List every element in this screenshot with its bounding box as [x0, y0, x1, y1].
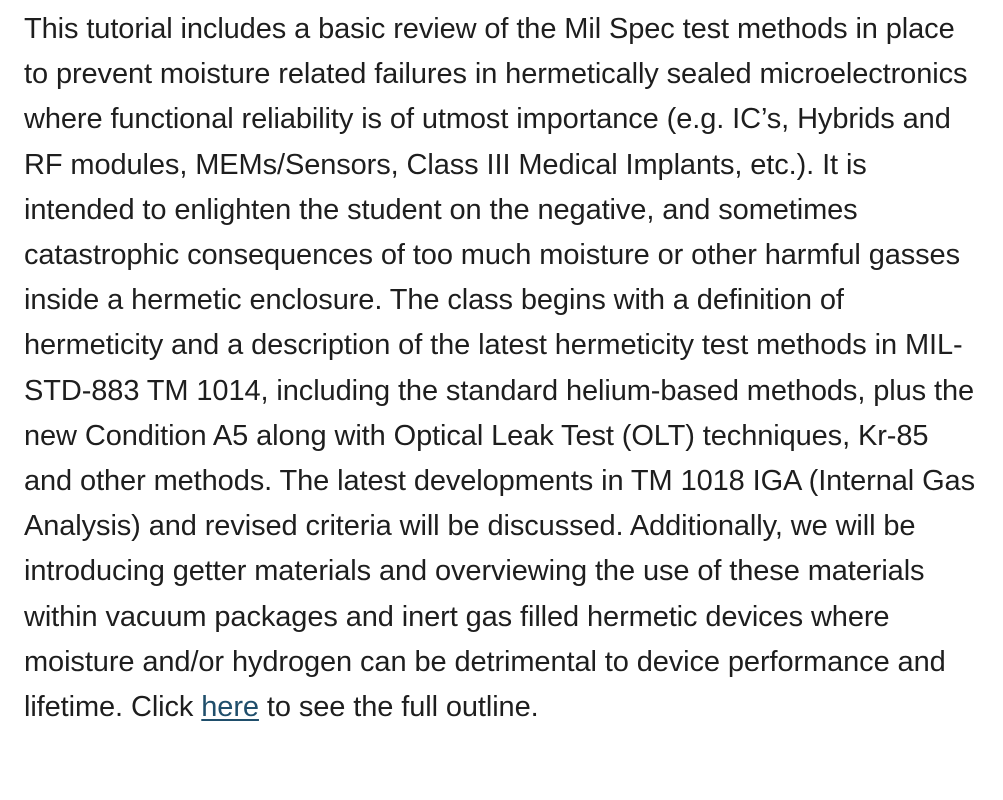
tutorial-description — [24, 7, 984, 730]
full-outline-link[interactable]: here — [201, 691, 259, 724]
description-body-text: This tutorial includes a basic review of the Mil Spec test methods in place to prevent moisture related failures in hermetically sealed microelectronics where functional reliability is of utmost importance (e.g. IC’s, Hybrids and RF modules, MEMs/Sensors, Class III Medical Implants, etc.). It is intended to enlighten the student on the negative, and sometimes catastrophic consequences of too much moisture or other harmful gasses inside a hermetic enclosure. The class begins with a definition of hermeticity and a description of the latest hermeticity test methods in MIL-STD-883 TM 1014, including the standard helium-based methods, plus the new Condition A5 along with Optical Leak Test (OLT) techniques, Kr-85 and other methods. The latest developments in TM 1018 IGA (Internal Gas Analysis) and revised criteria will be discussed. Additionally, we will be introducing getter materials and overviewing the use of these materials within vacuum packages and inert gas filled hermetic devices where moisture and/or hydrogen can be detrimental to device performance and lifetime. Click — [24, 13, 975, 724]
description-paragraph — [24, 7, 984, 730]
description-trailing-text: to see the full outline. — [266, 691, 539, 724]
